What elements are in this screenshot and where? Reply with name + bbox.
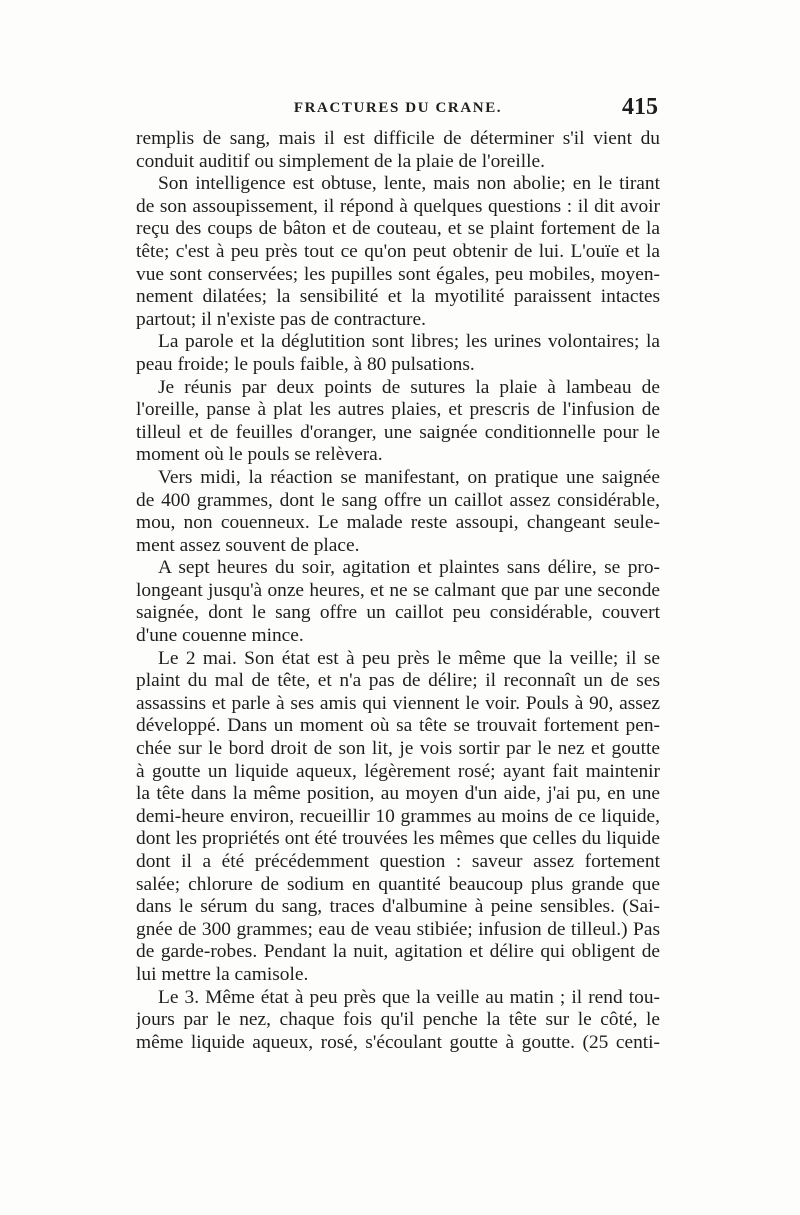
- text-line: la tête dans la même position, au moyen d'un aide, j'ai pu, en une: [136, 783, 660, 805]
- paragraph: [136, 467, 660, 557]
- text-line: saignée, dont le sang offre un caillot peu considérable, couvert: [136, 602, 660, 624]
- text-line: nement dilatées; la sensibilité et la myotilité paraissent intactes: [136, 286, 660, 308]
- paragraph: [136, 987, 660, 1055]
- text-line: Le 3. Même état à peu près que la veille au matin ; il rend tou-: [158, 986, 660, 1008]
- text-line: chée sur le bord droit de son lit, je vois sortir par le nez et goutte: [136, 738, 660, 760]
- paragraph: [136, 331, 660, 376]
- text-line: à goutte un liquide aqueux, légèrement rosé; ayant fait maintenir: [136, 760, 660, 782]
- text-line: jours par le nez, chaque fois qu'il penche la tête sur le côté, le: [136, 1009, 660, 1031]
- text-line: l'oreille, panse à plat les autres plaies, et prescris de l'infusion de: [136, 399, 660, 421]
- text-line: longeant jusqu'à onze heures, et ne se calmant que par une seconde: [136, 579, 660, 601]
- text-line: de garde-robes. Pendant la nuit, agitation et délire qui obligent de: [136, 941, 660, 963]
- running-title: FRACTURES DU CRANE.: [293, 100, 503, 116]
- text-line: d'une couenne mince.: [136, 625, 304, 647]
- text-line: salée; chlorure de sodium en quantité beaucoup plus grande que: [136, 873, 660, 895]
- text-line: A sept heures du soir, agitation et plaintes sans délire, se pro-: [158, 557, 660, 579]
- text-line: ment assez souvent de place.: [136, 534, 360, 556]
- text-line: moment où le pouls se relèvera.: [136, 444, 383, 466]
- text-line: remplis de sang, mais il est difficile de déterminer s'il vient du: [136, 128, 660, 149]
- text-line: reçu des coups de bâton et de couteau, et se plaint fortement de la: [136, 218, 660, 240]
- text-line: demi-heure environ, recueillir 10 grammes au moins de ce liquide,: [136, 805, 660, 827]
- paragraph: [136, 557, 660, 647]
- text-line: partout; il n'existe pas de contracture.: [136, 308, 426, 330]
- text-line: Son intelligence est obtuse, lente, mais non abolie; en le tirant: [158, 173, 660, 195]
- text-line: lui mettre la camisole.: [136, 963, 309, 985]
- text-line: Le 2 mai. Son état est à peu près le même que la veille; il se: [158, 647, 660, 669]
- paragraph: [136, 173, 660, 331]
- page-number: 415: [622, 94, 658, 120]
- paragraph: [136, 377, 660, 467]
- text-line: de son assoupissement, il répond à quelques questions : il dit avoir: [136, 195, 660, 217]
- text-line: tilleul et de feuilles d'oranger, une saignée conditionnelle pour le: [136, 421, 660, 443]
- text-line: tête; c'est à peu près tout ce qu'on peut obtenir de lui. L'ouïe et la: [136, 240, 660, 262]
- text-line: dans le sérum du sang, traces d'albumine à peine sensibles. (Sai-: [136, 896, 660, 918]
- text-line: développé. Dans un moment où sa tête se trouvait fortement pen-: [136, 715, 660, 737]
- paragraph: [136, 128, 660, 173]
- body-text: [136, 128, 660, 1054]
- text-line: mou, non couenneux. Le malade reste assoupi, changeant seule-: [136, 512, 660, 534]
- text-line: vue sont conservées; les pupilles sont égales, peu mobiles, moyen-: [136, 263, 660, 285]
- text-line: peau froide; le pouls faible, à 80 pulsations.: [136, 353, 475, 375]
- text-line: Je réunis par deux points de sutures la plaie à lambeau de: [158, 376, 660, 398]
- text-line: de 400 grammes, dont le sang offre un caillot assez considérable,: [136, 489, 660, 511]
- text-line: plaint du mal de tête, et n'a pas de délire; il reconnaît un de ses: [136, 670, 660, 692]
- text-line: gnée de 300 grammes; eau de veau stibiée; infusion de tilleul.) Pas: [136, 918, 660, 940]
- text-line: assassins et parle à ses amis qui viennent le voir. Pouls à 90, assez: [136, 692, 660, 714]
- text-line: La parole et la déglutition sont libres; les urines volontaires; la: [158, 331, 660, 353]
- page-header: [136, 96, 660, 122]
- paragraph: [136, 648, 660, 987]
- text-line: conduit auditif ou simplement de la plaie de l'oreille.: [136, 150, 545, 172]
- text-line: dont il a été précédemment question : saveur assez fortement: [136, 851, 660, 872]
- text-line: même liquide aqueux, rosé, s'écoulant goutte à goutte. (25 centi-: [136, 1031, 660, 1053]
- text-line: Vers midi, la réaction se manifestant, on pratique une saignée: [158, 466, 660, 488]
- text-line: dont les propriétés ont été trouvées les mêmes que celles du liquide: [136, 828, 660, 850]
